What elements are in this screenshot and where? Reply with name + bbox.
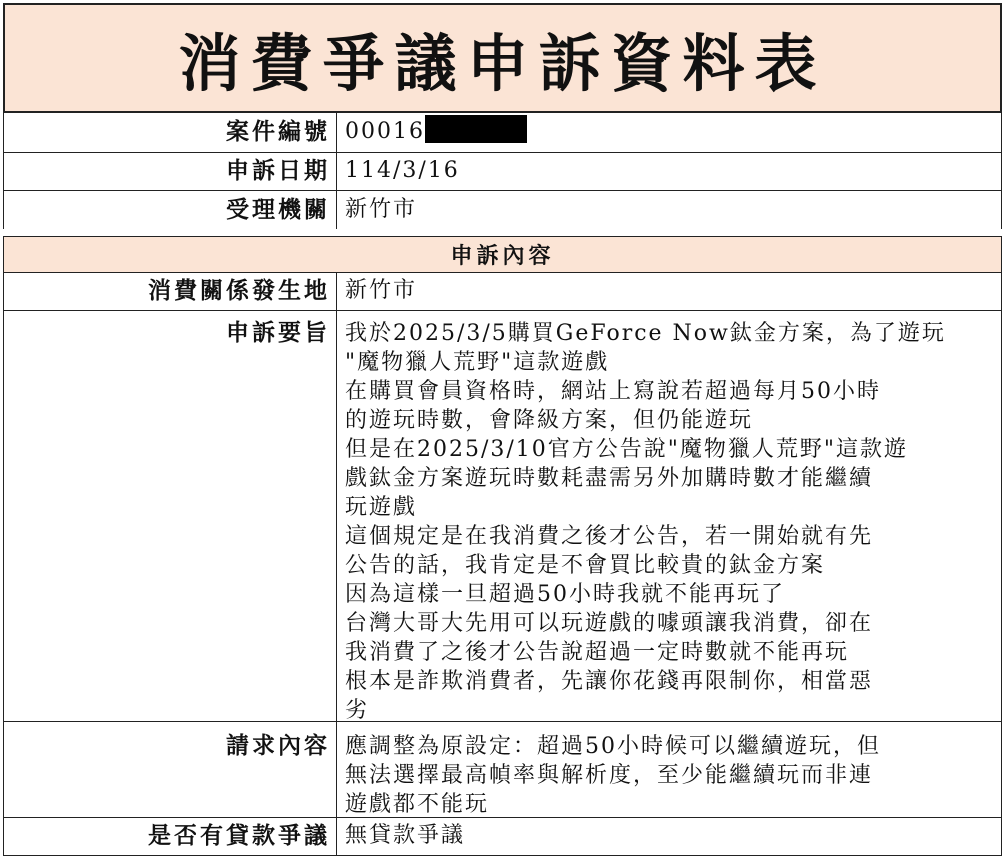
form-title: 消費爭議申訴資料表 — [178, 26, 827, 100]
section-header — [3, 236, 1002, 273]
table-gap — [0, 229, 1008, 235]
complaint-date-value: 114/3/16 — [345, 158, 460, 183]
row-consumption-location — [3, 273, 1002, 311]
row-case-number — [3, 113, 1002, 153]
consumption-location-value: 新竹市 — [345, 278, 418, 303]
case-number-value-cell — [337, 113, 1001, 152]
request-value: 應調整為原設定：超過50小時候可以繼續遊玩，但 無法選擇最高幀率與解析度，至少能繼續玩而非連 遊戲都不能玩 — [345, 734, 881, 817]
complaint-summary-label: 申訴要旨 — [4, 311, 337, 721]
case-number-value: 00016 — [345, 119, 425, 144]
complaint-summary-value: 我於2025/3/5購買GeForce Now鈦金方案，為了遊玩 "魔物獵人荒野"這款遊戲 在購買會員資格時，網站上寫說若超過每月50小時 的遊玩時數，會降級方案，但仍能遊玩 但是在2025/3/10官方公告說"魔物獵人荒野"這款遊 戲鈦金方案遊玩時數耗盡需另外加購時數才能繼續 玩遊戲 這個規定是在我消費之後才公告，若一開始就有先 公告的話，我肯定是不會買比較貴的鈦金方案 因為這樣一旦超過50小時我就不能再玩了 台灣大哥大先用可以玩遊戲的噱頭讓我消費，卻在 我消費了之後才公告說超過一定時數就不能再玩 根本是詐欺消費者，先讓你花錢再限制你，相當惡 劣 — [345, 321, 946, 723]
row-loan-dispute — [3, 818, 1002, 856]
form-title-cell — [3, 3, 1002, 113]
handling-agency-label: 受理機關 — [4, 191, 337, 230]
complaint-date-label: 申訴日期 — [4, 153, 337, 190]
case-number-label: 案件編號 — [4, 113, 337, 152]
loan-dispute-label: 是否有貸款爭議 — [4, 818, 337, 855]
loan-dispute-value: 無貸款爭議 — [345, 823, 466, 848]
section-title: 申訴內容 — [450, 244, 555, 269]
row-handling-agency — [3, 191, 1002, 231]
handling-agency-value: 新竹市 — [345, 197, 418, 222]
row-complaint-date — [3, 153, 1002, 191]
redaction-block — [425, 115, 527, 143]
row-request — [3, 722, 1002, 818]
request-label: 請求內容 — [4, 722, 337, 817]
row-complaint-summary — [3, 311, 1002, 722]
consumption-location-label: 消費關係發生地 — [4, 273, 337, 310]
